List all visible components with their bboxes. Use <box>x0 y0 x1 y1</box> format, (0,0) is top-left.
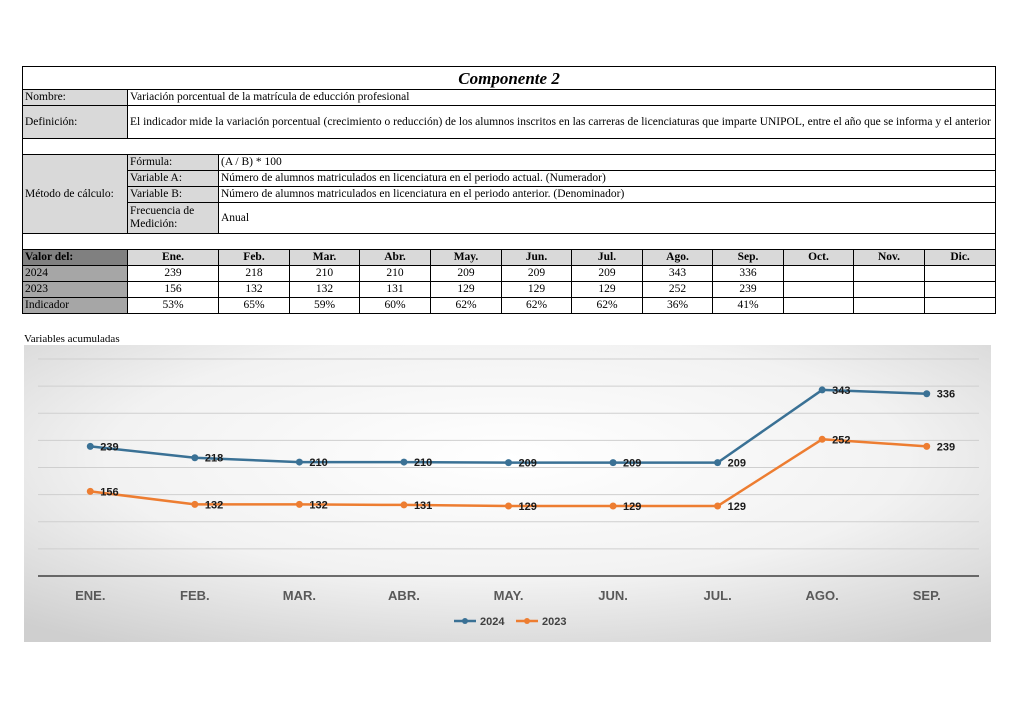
x-tick-label: JUN. <box>598 588 628 603</box>
data-point <box>87 488 94 495</box>
month-header: Jun. <box>502 250 572 266</box>
data-point <box>191 501 198 508</box>
table-row <box>23 298 996 314</box>
x-tick-label: ENE. <box>75 588 106 603</box>
month-header: Feb. <box>219 250 290 266</box>
data-label: 209 <box>727 457 746 470</box>
x-tick-label: JUL. <box>703 588 732 603</box>
data-label: 129 <box>623 501 642 514</box>
indicator-sheet <box>22 66 996 314</box>
data-label: 210 <box>309 457 328 470</box>
variable-b-value: Número de alumnos matriculados en licenciatura en el periodo anterior. (Denominador) <box>219 187 996 203</box>
table-row <box>23 282 996 298</box>
spacer-row <box>23 139 996 155</box>
chart-caption: Variables acumuladas <box>24 333 120 345</box>
table-row <box>23 266 996 282</box>
nombre-value: Variación porcentual de la matrícula de educción profesional <box>128 90 996 106</box>
data-point <box>923 390 930 397</box>
table-header-row <box>23 250 996 266</box>
legend-label: 2024 <box>480 616 505 628</box>
month-header: Ago. <box>643 250 713 266</box>
data-point <box>296 501 303 508</box>
variable-a-value: Número de alumnos matriculados en licenciatura en el periodo actual. (Numerador) <box>219 171 996 187</box>
data-label: 210 <box>413 457 433 470</box>
table-cell <box>784 282 854 298</box>
table-cell <box>925 298 996 314</box>
legend-marker <box>524 618 530 624</box>
table-cell: 131 <box>360 282 431 298</box>
variable-a-label: Variable A: <box>128 171 219 187</box>
data-point <box>505 459 512 466</box>
month-header: Sep. <box>713 250 784 266</box>
data-label: 209 <box>623 457 642 470</box>
data-point <box>714 503 721 510</box>
table-cell: 239 <box>713 282 784 298</box>
data-point <box>191 454 198 461</box>
data-point <box>610 459 617 466</box>
frecuencia-label: Frecuencia de Medición: <box>128 203 219 234</box>
table-cell: 209 <box>502 266 572 282</box>
table-cell: 65% <box>219 298 290 314</box>
row-label: Indicador <box>23 298 128 314</box>
table-cell: 210 <box>360 266 431 282</box>
data-point <box>714 459 721 466</box>
table-cell: 62% <box>502 298 572 314</box>
table-cell: 129 <box>502 282 572 298</box>
data-point <box>923 443 930 450</box>
table-cell <box>854 282 925 298</box>
data-label: 129 <box>727 501 746 514</box>
table-cell <box>784 266 854 282</box>
month-header: May. <box>431 250 502 266</box>
month-header: Ene. <box>128 250 219 266</box>
data-point <box>819 386 826 393</box>
x-tick-label: AGO. <box>805 588 839 603</box>
table-cell: 132 <box>219 282 290 298</box>
table-cell: 60% <box>360 298 431 314</box>
table-cell: 210 <box>290 266 360 282</box>
table-cell <box>854 266 925 282</box>
metodo-label: Método de cálculo: <box>23 155 128 234</box>
table-cell: 53% <box>128 298 219 314</box>
table-cell <box>784 298 854 314</box>
table-cell: 62% <box>572 298 643 314</box>
data-label: 336 <box>936 388 956 401</box>
data-point <box>505 503 512 510</box>
row-label: 2024 <box>23 266 128 282</box>
table-cell: 62% <box>431 298 502 314</box>
month-header: Jul. <box>572 250 643 266</box>
table-cell <box>925 282 996 298</box>
formula-label: Fórmula: <box>128 155 219 171</box>
line-chart <box>24 345 991 642</box>
table-cell: 209 <box>431 266 502 282</box>
month-header: Dic. <box>925 250 996 266</box>
chart-x-axis <box>75 588 941 603</box>
month-header: Nov. <box>854 250 925 266</box>
table-cell: 209 <box>572 266 643 282</box>
table-cell: 252 <box>643 282 713 298</box>
table-cell <box>854 298 925 314</box>
data-label: 209 <box>518 457 537 470</box>
x-tick-label: SEP. <box>912 588 941 603</box>
data-label: 252 <box>832 434 851 447</box>
definicion-value: El indicador mide la variación porcentual (crecimiento o reducción) de los alumnos inscritos en las carreras de licenciaturas que imparte UNIPOL, entre el año que se informa y el anterior <box>128 106 996 139</box>
x-tick-label: FEB. <box>180 588 210 603</box>
data-label: 343 <box>832 384 851 397</box>
table-cell: 239 <box>128 266 219 282</box>
table-cell: 336 <box>713 266 784 282</box>
definicion-label: Definición: <box>23 106 128 139</box>
data-label: 131 <box>413 499 433 512</box>
table-cell: 132 <box>290 282 360 298</box>
data-label: 129 <box>518 501 537 514</box>
data-point <box>296 459 303 466</box>
table-cell: 59% <box>290 298 360 314</box>
table-cell: 129 <box>431 282 502 298</box>
table-cell: 129 <box>572 282 643 298</box>
data-label: 132 <box>309 499 328 512</box>
data-label: 218 <box>204 452 224 465</box>
data-point <box>819 436 826 443</box>
spacer-row <box>23 234 996 250</box>
data-point <box>400 501 407 508</box>
month-header: Mar. <box>290 250 360 266</box>
month-header: Abr. <box>360 250 431 266</box>
valor-del-label: Valor del: <box>23 250 128 266</box>
page-title: Componente 2 <box>23 67 996 90</box>
variable-b-label: Variable B: <box>128 187 219 203</box>
table-cell: 36% <box>643 298 713 314</box>
data-label: 132 <box>204 499 224 512</box>
table-cell: 41% <box>713 298 784 314</box>
x-tick-label: MAY. <box>493 588 524 603</box>
x-tick-label: ABR. <box>388 588 420 603</box>
table-cell: 343 <box>643 266 713 282</box>
data-point <box>87 443 94 450</box>
data-label: 239 <box>936 441 956 454</box>
data-label: 156 <box>100 486 119 499</box>
data-label: 239 <box>100 441 119 454</box>
x-tick-label: MAR. <box>282 588 316 603</box>
table-cell: 218 <box>219 266 290 282</box>
table-cell: 156 <box>128 282 219 298</box>
formula-value: (A / B) * 100 <box>219 155 996 171</box>
table-cell <box>925 266 996 282</box>
row-label: 2023 <box>23 282 128 298</box>
frecuencia-value: Anual <box>219 203 996 234</box>
legend-label: 2023 <box>542 616 567 628</box>
legend-marker <box>462 618 468 624</box>
month-header: Oct. <box>784 250 854 266</box>
data-point <box>400 459 407 466</box>
nombre-label: Nombre: <box>23 90 128 106</box>
data-point <box>610 503 617 510</box>
